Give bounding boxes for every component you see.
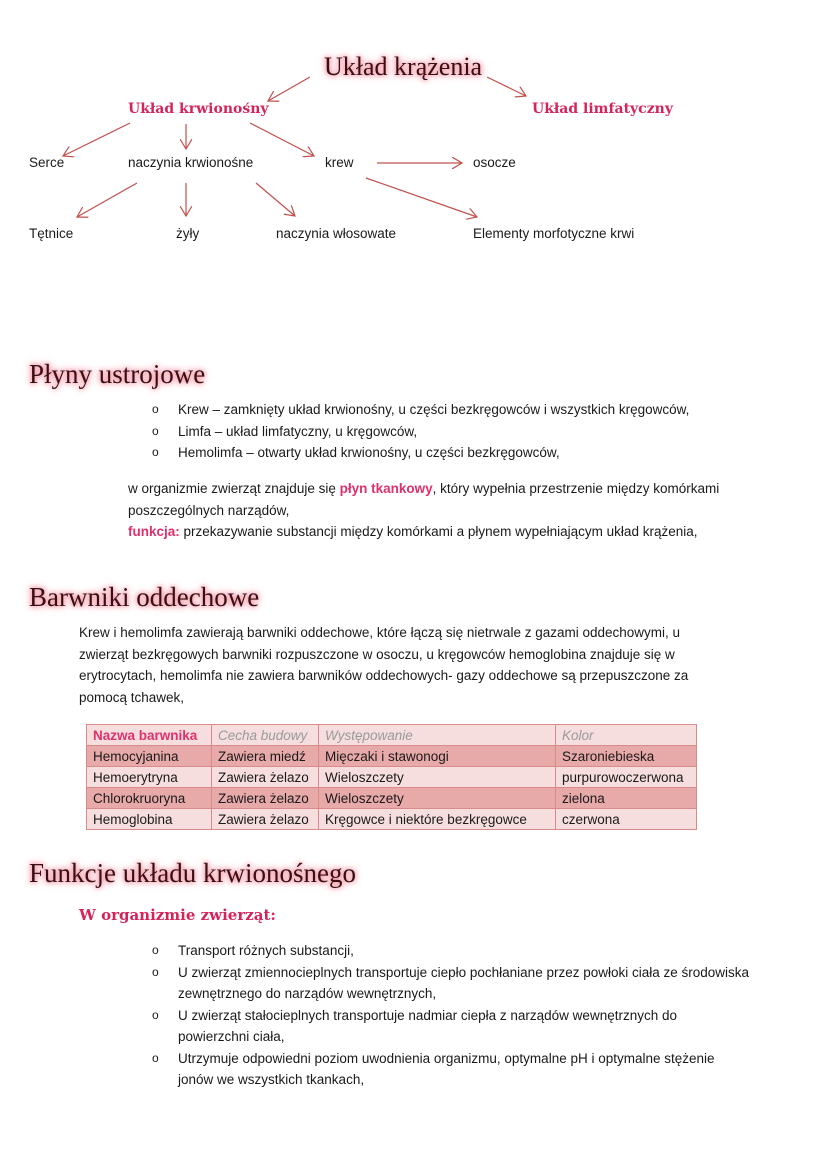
table-cell: zielona bbox=[556, 788, 697, 809]
table-cell: Hemoerytryna bbox=[87, 767, 212, 788]
diagram-node-naczynia: naczynia krwionośne bbox=[128, 155, 254, 170]
diagram-node-elementy: Elementy morfotyczne krwi bbox=[473, 226, 635, 241]
section-title-plyny: Płyny ustrojowe bbox=[29, 359, 206, 389]
diagram-root: Układ krążenia bbox=[324, 52, 483, 81]
table-cell: czerwona bbox=[556, 809, 697, 830]
plyny-paragraph bbox=[128, 478, 768, 543]
diagram-node-tetnice: Tętnice bbox=[29, 226, 74, 241]
table-cell: Wieloszczety bbox=[319, 767, 556, 788]
barwniki-paragraph: Krew i hemolimfa zawierają barwniki oddechowe, które łączą się nietrwale z gazami oddechowymi, u zwierząt bezkręgowych barwniki rozpuszczone w osoczu, u kręgowców hemoglobina znajduje się w erytrocytach, hemolimfa nie zawiera barwników oddechowych- gazy oddechowe są przepuszczone za pomocą tchawek, bbox=[79, 625, 689, 705]
funkcja-text: przekazywanie substancji między komórkami a płynem wypełniającym układ krążenia, bbox=[179, 524, 698, 539]
section-title-funkcje: Funkcje układu krwionośnego bbox=[29, 858, 356, 888]
funkcje-bullet-list bbox=[152, 940, 752, 1091]
table-header: Występowanie bbox=[319, 725, 556, 746]
diagram-arrows bbox=[0, 0, 828, 260]
table-row bbox=[87, 746, 697, 767]
table-row bbox=[87, 809, 697, 830]
diagram-node-limfatyczny: Układ limfatyczny bbox=[532, 101, 673, 117]
table-cell: Hemoglobina bbox=[87, 809, 212, 830]
diagram-node-krwionosny: Układ krwionośny bbox=[128, 101, 269, 117]
table-cell: Zawiera żelazo bbox=[212, 767, 319, 788]
table-cell: Zawiera żelazo bbox=[212, 788, 319, 809]
funkcje-bullet: o Transport różnych substancji, bbox=[152, 940, 752, 962]
table-header: Nazwa barwnika bbox=[87, 725, 212, 746]
pigments-table bbox=[86, 724, 697, 830]
diagram-node-naczynia-wlosowate: naczynia włosowate bbox=[276, 226, 397, 241]
table-cell: Szaroniebieska bbox=[556, 746, 697, 767]
diagram-node-zyly: żyły bbox=[176, 226, 200, 241]
funkcja-label: funkcja: bbox=[128, 524, 180, 539]
table-header: Cecha budowy bbox=[212, 725, 319, 746]
table-cell: Wieloszczety bbox=[319, 788, 556, 809]
arrow-to-naczynia-wlosowate bbox=[256, 183, 295, 216]
table-cell: Zawiera żelazo bbox=[212, 809, 319, 830]
arrow-to-tetnice bbox=[77, 183, 137, 217]
plyny-bullet: o Hemolimfa – otwarty układ krwionośny, u części bezkręgowców, bbox=[152, 442, 689, 464]
arrow-root-to-limfatyczny bbox=[487, 77, 526, 96]
plyny-bullet: o Limfa – układ limfatyczny, u kręgowców, bbox=[152, 421, 689, 443]
plyny-text: , który wypełnia przestrzenie między komórkami poszczególnych narządów, bbox=[128, 481, 720, 518]
table-cell: Chlorokruoryna bbox=[87, 788, 212, 809]
diagram-node-krew: krew bbox=[325, 155, 354, 170]
funkcje-bullet: o U zwierząt stałocieplnych transportuje nadmiar ciepła z narządów wewnętrznych do powierzchni ciała, bbox=[152, 1005, 752, 1048]
table-cell: purpurowoczerwona bbox=[556, 767, 697, 788]
funkcje-bullet: o Utrzymuje odpowiedni poziom uwodnienia organizmu, optymalne pH i optymalne stężenie jonów we wszystkich tkankach, bbox=[152, 1048, 752, 1091]
funkcje-bullet: o U zwierząt zmiennocieplnych transportuje ciepło pochłaniane przez powłoki ciała ze środowiska zewnętrznego do narządów wewnętrznych, bbox=[152, 962, 752, 1005]
table-header: Kolor bbox=[556, 725, 697, 746]
table-cell: Kręgowce i niektóre bezkręgowce bbox=[319, 809, 556, 830]
table-cell: Zawiera miedź bbox=[212, 746, 319, 767]
funkcje-subtitle: W organizmie zwierząt: bbox=[79, 906, 276, 924]
arrow-to-serce bbox=[63, 123, 130, 156]
plyny-bullet-list bbox=[152, 399, 689, 464]
plyny-highlight: płyn tkankowy bbox=[339, 481, 433, 496]
table-cell: Mięczaki i stawonogi bbox=[319, 746, 556, 767]
table-cell: Hemocyjanina bbox=[87, 746, 212, 767]
arrow-to-krew bbox=[250, 123, 314, 156]
arrow-krew-to-elementy bbox=[366, 178, 477, 217]
table-row bbox=[87, 788, 697, 809]
plyny-text: w organizmie zwierząt znajduje się bbox=[128, 481, 340, 496]
diagram-node-serce: Serce bbox=[29, 155, 65, 170]
diagram-node-osocze: osocze bbox=[473, 155, 516, 170]
plyny-bullet: o Krew – zamknięty układ krwionośny, u części bezkręgowców i wszystkich kręgowców, bbox=[152, 399, 689, 421]
arrow-root-to-krwionosny bbox=[268, 77, 310, 101]
section-title-barwniki: Barwniki oddechowe bbox=[29, 582, 260, 612]
table-header-row bbox=[87, 725, 697, 746]
table-row bbox=[87, 767, 697, 788]
